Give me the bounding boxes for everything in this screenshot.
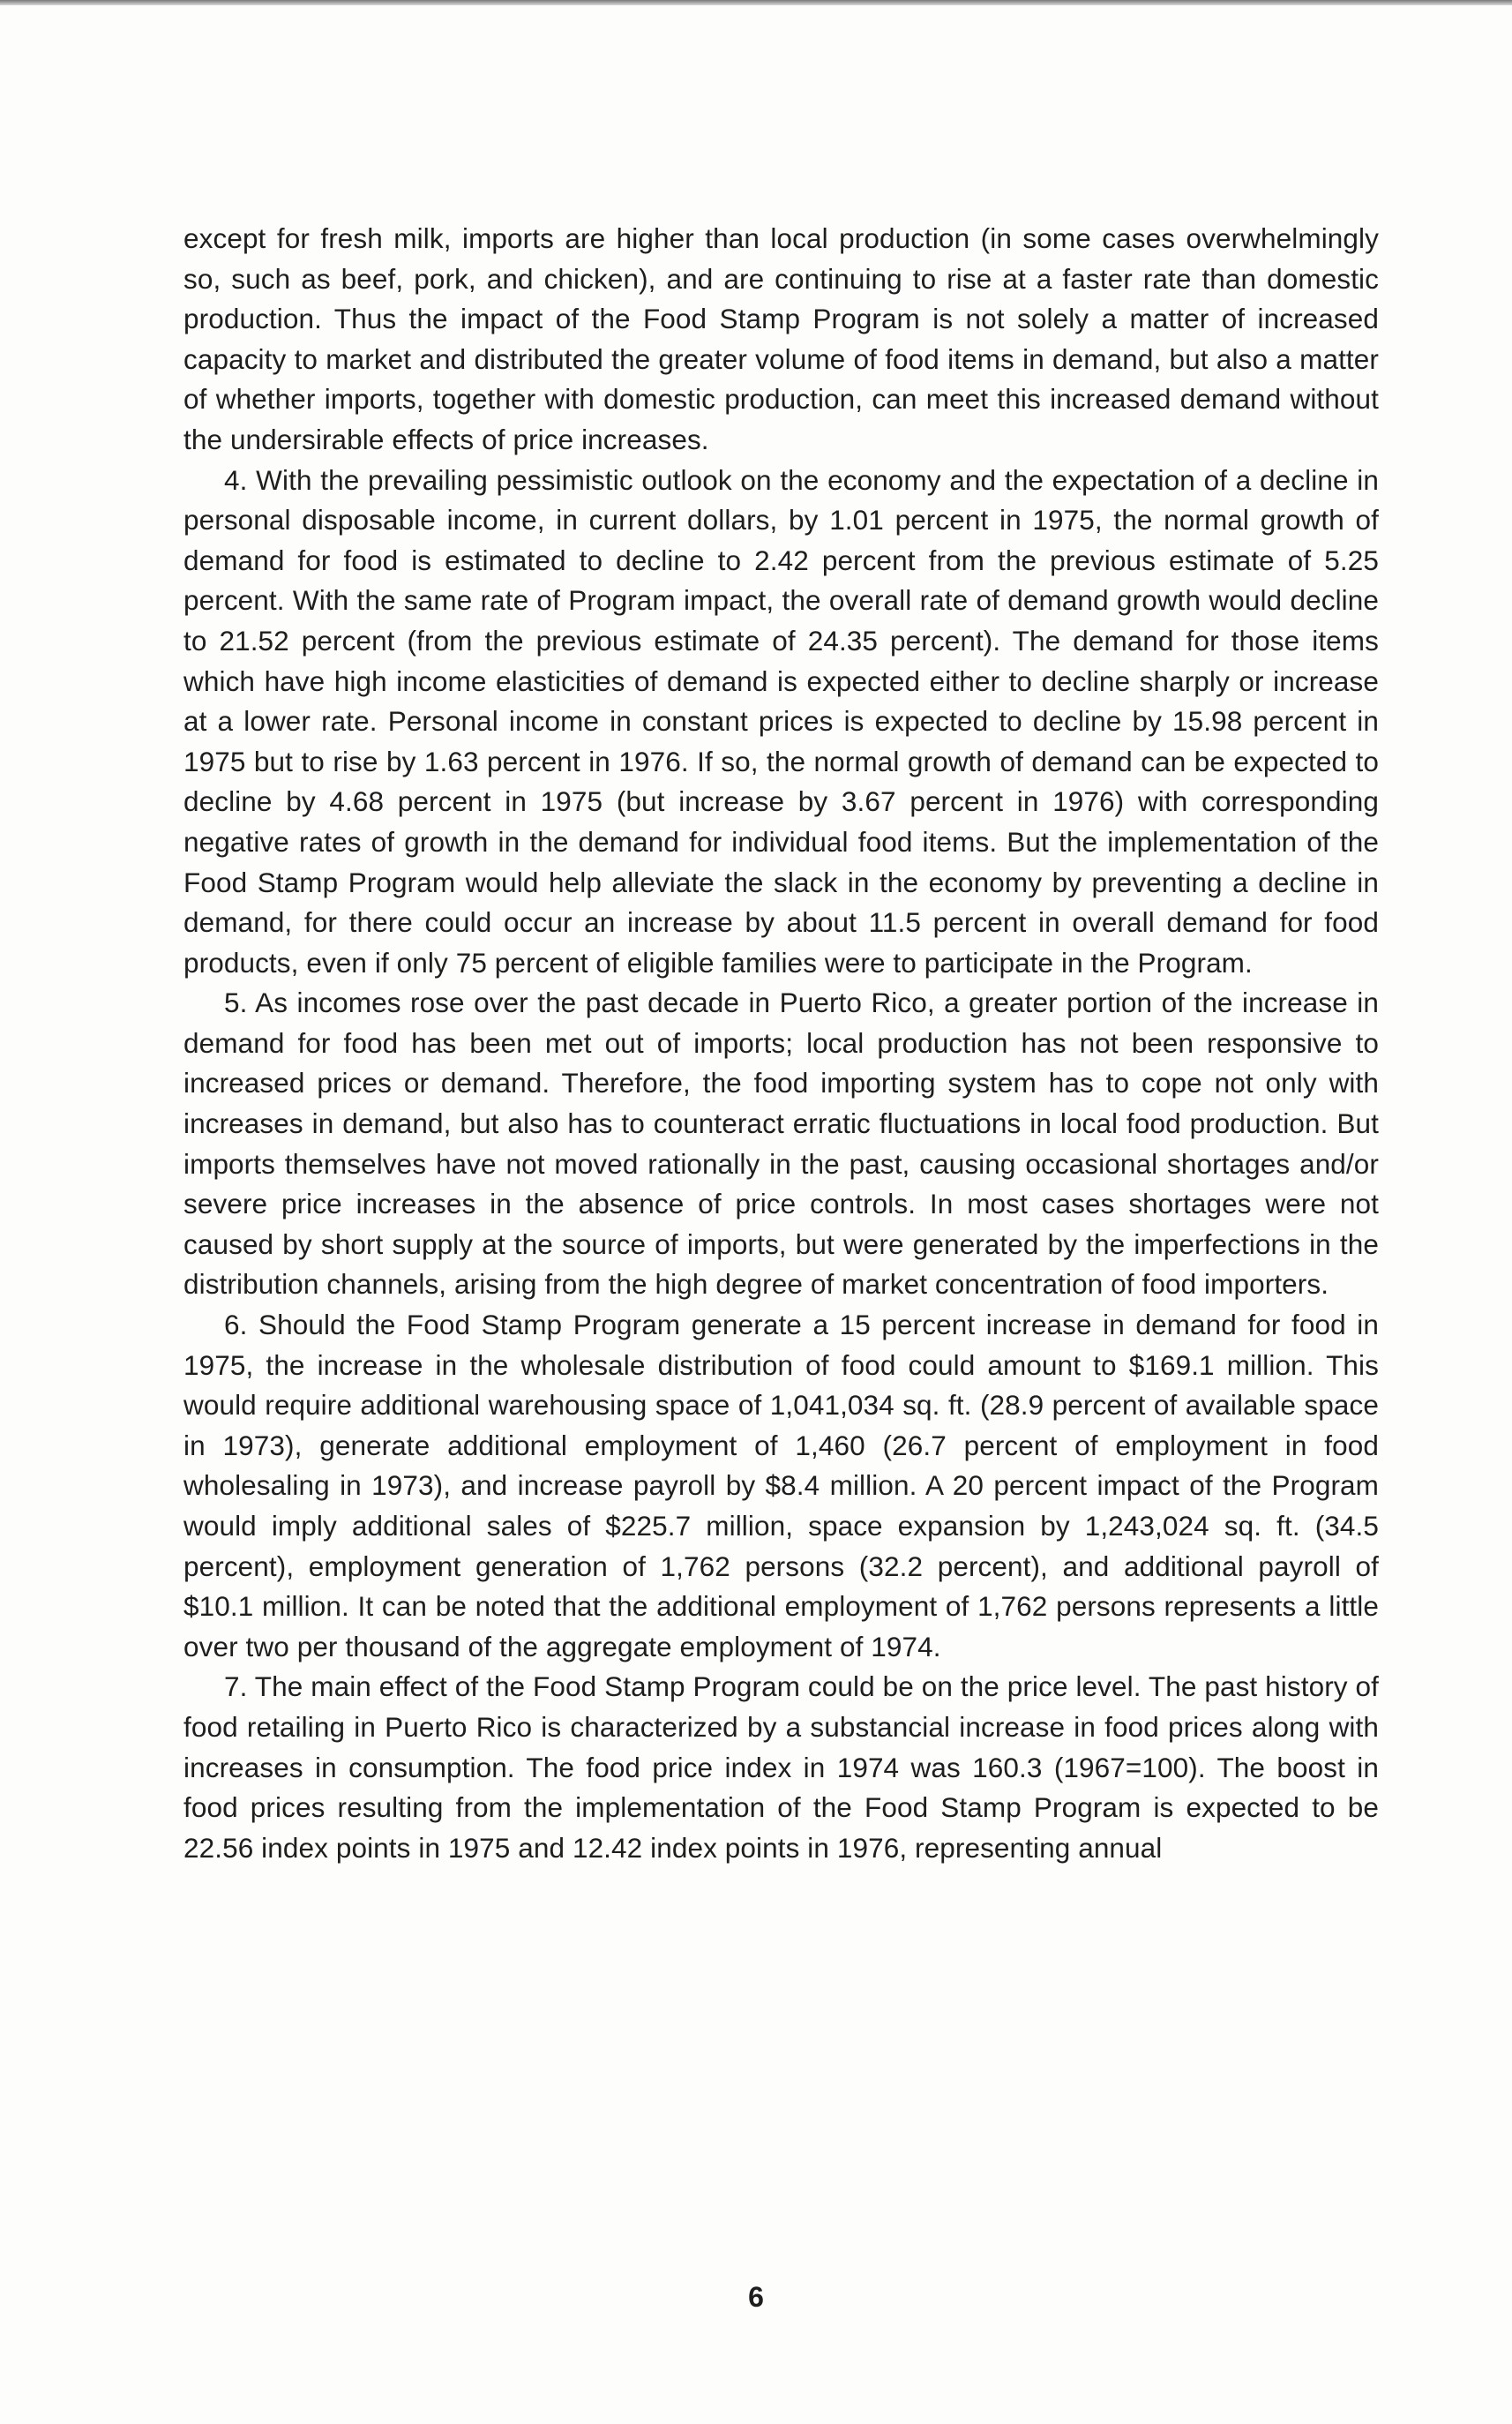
paragraph-item-6: 6. Should the Food Stamp Program generate a 15 percent increase in demand for food in 1975, the increase in the wholesale distribution of food could amount to $169.1 million. This would require additional warehousing space of 1,041,034 sq. ft. (28.9 percent of available space in 1973), generate additional employment of 1,460 (26.7 percent of employment in food wholesaling in 1973), and increase payroll by $8.4 million. A 20 percent impact of the Program would imply additional sales of $225.7 million, space expansion by 1,243,024 sq. ft. (34.5 percent), employment generation of 1,762 persons (32.2 percent), and additional payroll of $10.1 million. It can be noted that the additional employment of 1,762 persons represents a little over two per thousand of the aggregate employment of 1974.	[183, 1309, 1379, 1662]
paragraph-item-4: 4. With the prevailing pessimistic outlook on the economy and the expectation of a decline in personal disposable income, in current dollars, by 1.01 percent in 1975, the normal growth of demand for food is estimated to decline to 2.42 percent from the previous estimate of 5.25 percent. With the same rate of Program impact, the overall rate of demand growth would decline to 21.52 percent (from the previous estimate of 24.35 percent). The demand for those items which have high income elasticities of demand is expected either to decline sharply or increase at a lower rate. Personal income in constant prices is expected to decline by 15.98 percent in 1975 but to rise by 1.63 percent in 1976. If so, the normal growth of demand can be expected to decline by 4.68 percent in 1975 (but increase by 3.67 percent in 1976) with corresponding negative rates of growth in the demand for individual food items. But the implementation of the Food Stamp Program would help alleviate the slack in the economy by preventing a decline in demand, for there could occur an increase by about 11.5 percent in overall demand for food products, even if only 75 percent of eligible families were to participate in the Program.	[183, 463, 1379, 979]
paragraph-continuation: except for fresh milk, imports are higher than local production (in some cases overwhelmingly so, such as beef, pork, and chicken), and are continuing to rise at a faster rate than domestic production. Thus the impact of the Food Stamp Program is not solely a matter of increased capacity to market and distributed the greater volume of food items in demand, but also a matter of whether imports, together with domestic production, can meet this increased demand without the undersirable effects of price increases.	[183, 222, 1379, 455]
paragraph-item-7: 7. The main effect of the Food Stamp Program could be on the price level. The past history of food retailing in Puerto Rico is characterized by a substancial increase in food prices along with increases in consumption. The food price index in 1974 was 160.3 (1967=100). The boost in food prices resulting from the implementation of the Food Stamp Program is expected to be 22.56 index points in 1975 and 12.42 index points in 1976, representing annual	[183, 1670, 1379, 1864]
body-text	[183, 219, 1379, 1868]
paragraph-item-5: 5. As incomes rose over the past decade in Puerto Rico, a greater portion of the increase in demand for food has been met out of imports; local production has not been responsive to increased prices or demand. Therefore, the food importing system has to cope not only with increases in demand, but also has to counteract erratic fluctuations in local food production. But imports themselves have not moved rationally in the past, causing occasional shortages and/or severe price increases in the absence of price controls. In most cases shortages were not caused by short supply at the source of imports, but were generated by the imperfections in the distribution channels, arising from the high degree of market concentration of food importers.	[183, 987, 1379, 1301]
page-number: 6	[748, 2281, 764, 2313]
page-top-edge	[0, 0, 1512, 5]
